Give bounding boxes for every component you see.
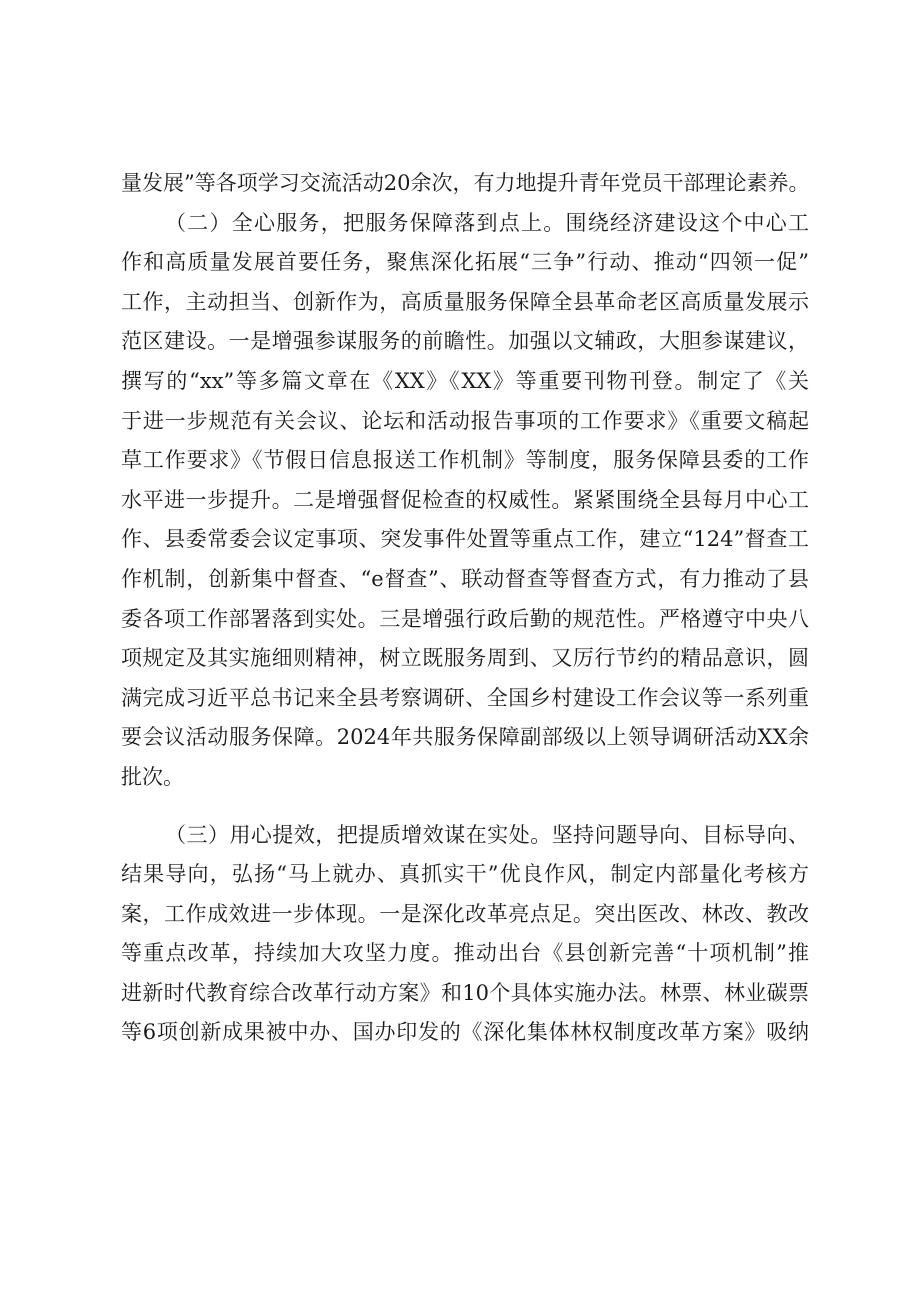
paragraph-continuation — [121, 164, 809, 204]
text-line: 结果导向，弘扬“马上就办、真抓实干”优良作风，制定内部量化考核方 — [121, 862, 809, 887]
text-line: 工作，主动担当、创新作为，高质量服务保障全县革命老区高质量发展示 — [121, 289, 809, 314]
text-line: 量发展”等各项学习交流活动20余次，有力地提升青年党员干部理论素养。 — [121, 171, 810, 195]
text-line: 等重点改革，持续加大攻坚力度。推动出台《县创新完善“十项机制”推 — [121, 941, 809, 966]
text-line: （三）用心提效，把提质增效谋在实处。坚持问题导向、目标导向、 — [165, 822, 809, 847]
text-line: 等6项创新成果被中办、国办印发的《深化集体林权制度改革方案》吸纳 — [121, 1020, 809, 1045]
text-line: 进新时代教育综合改革行动方案》和10个具体实施办法。林票、林业碳票 — [121, 980, 809, 1005]
paragraph-efficiency-section — [121, 816, 809, 1054]
text-line: 草工作要求》《节假日信息报送工作机制》等制度，服务保障县委的工作 — [121, 448, 809, 473]
text-line: 案，工作成效进一步体现。一是深化改革亮点足。突出医改、林改、教改 — [121, 901, 809, 926]
text-line: 要会议活动服务保障。2024年共服务保障副部级以上领导调研活动XX余 — [121, 725, 809, 750]
text-line: 委各项工作部署落到实处。三是增强行政后勤的规范性。严格遵守中央八 — [121, 606, 809, 631]
paragraph-service-section — [121, 204, 809, 798]
text-line: 撰写的“xx”等多篇文章在《XX》《XX》等重要刊物刊登。制定了《关 — [121, 368, 809, 393]
paragraph-gap — [121, 798, 809, 816]
text-line: 水平进一步提升。二是增强督促检查的权威性。紧紧围绕全县每月中心工 — [121, 487, 809, 512]
text-line: 作、县委常委会议定事项、突发事件处置等重点工作，建立“124”督查工 — [121, 527, 809, 552]
text-line: 于进一步规范有关会议、论坛和活动报告事项的工作要求》《重要文稿起 — [121, 408, 809, 433]
text-line: （二）全心服务，把服务保障落到点上。围绕经济建设这个中心工 — [165, 210, 809, 235]
text-line: 批次。 — [121, 764, 184, 789]
text-line: 范区建设。一是增强参谋服务的前瞻性。加强以文辅政，大胆参谋建议， — [121, 329, 809, 354]
text-line: 项规定及其实施细则精神，树立既服务周到、又厉行节约的精品意识，圆 — [121, 646, 809, 671]
text-line: 满完成习近平总书记来全县考察调研、全国乡村建设工作会议等一系列重 — [121, 685, 809, 710]
document-body — [121, 164, 809, 1053]
text-line: 作机制，创新集中督查、“e督查”、联动督查等督查方式，有力推动了县 — [121, 566, 809, 591]
text-line: 作和高质量发展首要任务，聚焦深化拓展“三争”行动、推动“四领一促” — [121, 250, 809, 275]
